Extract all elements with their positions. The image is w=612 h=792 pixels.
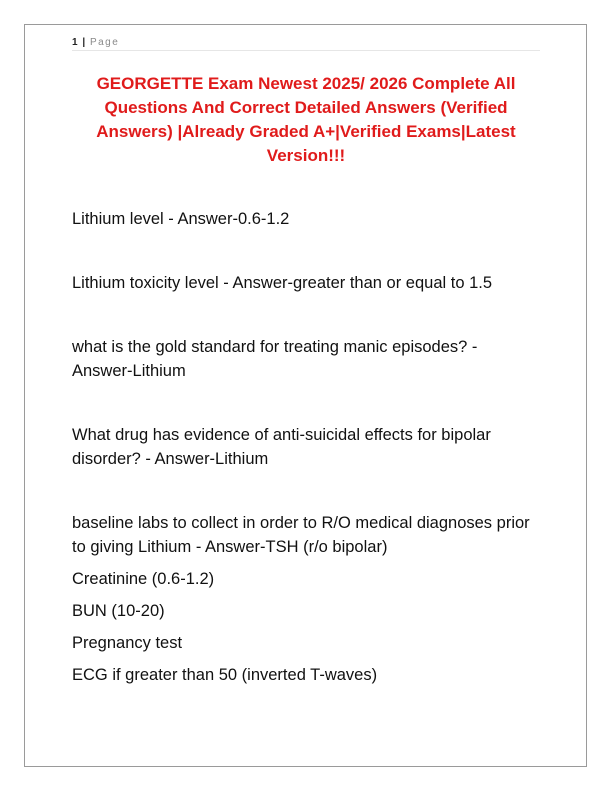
page-header — [72, 36, 540, 51]
qa-item-lithium-toxicity: Lithium toxicity level - Answer-greater than or equal to 1.5 — [72, 274, 493, 292]
qa-item-gold-standard: what is the gold standard for treating manic episodes? - Answer-Lithium — [72, 338, 478, 380]
page-number: 1 — [72, 37, 78, 48]
page-label: Page — [89, 37, 120, 48]
lab-list-item: Creatinine (0.6-1.2) — [72, 570, 215, 588]
qa-item-anti-suicidal: What drug has evidence of anti-suicidal effects for bipolar disorder? - Answer-Lithium — [72, 426, 491, 468]
page-separator: | — [82, 37, 86, 48]
lab-list-item: ECG if greater than 50 (inverted T-waves) — [72, 666, 378, 684]
qa-item-baseline-labs: baseline labs to collect in order to R/O medical diagnoses prior to giving Lithium - Answer-TSH (r/o bipolar) — [72, 514, 530, 556]
lab-list-item: BUN (10-20) — [72, 602, 165, 620]
document-title: GEORGETTE Exam Newest 2025/ 2026 Complete All Questions And Correct Detailed Answers (Verified Answers) |Already Graded A+|Verified Exams|Latest Version!!! — [96, 74, 516, 165]
lab-list-item: Pregnancy test — [72, 634, 183, 652]
qa-item-lithium-level: Lithium level - Answer-0.6-1.2 — [72, 210, 290, 228]
